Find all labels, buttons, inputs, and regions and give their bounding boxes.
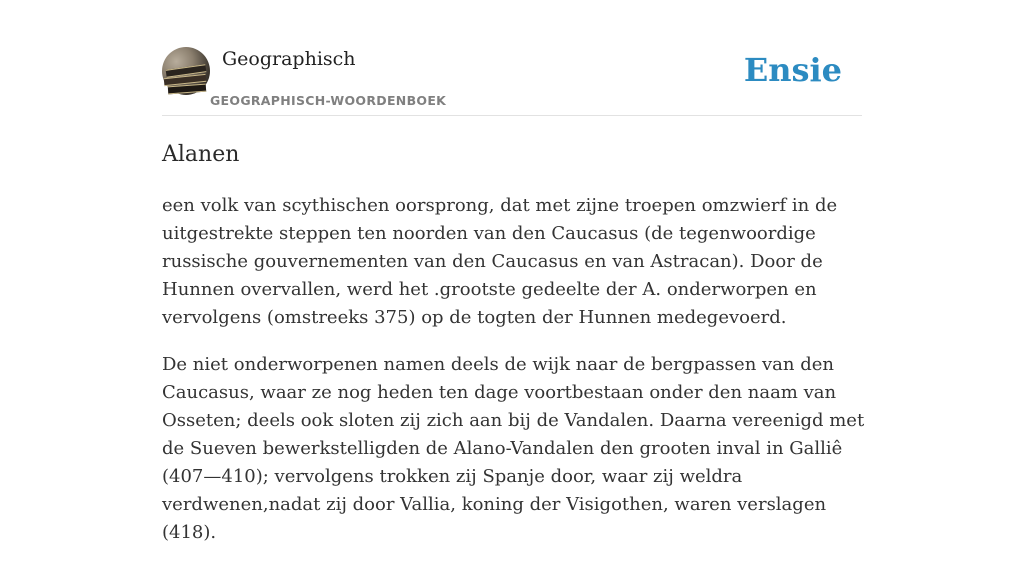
entry-paragraph: een volk van scythischen oorsprong, dat met zijne troepen omzwierf in de uitgestrekte steppen ten noorden van den Caucasus (de tegenwoordige russische gouvernementen van den Caucasus en van Astracan). Door de Hunnen overvallen, werd het .grootste gedeelte der A. onderworpen en vervolgens (omstreeks 375) op de togten der Hunnen medegevoerd.	[162, 195, 838, 328]
source-title[interactable]: Geographisch	[222, 48, 356, 70]
brand-logo[interactable]: Ensie	[743, 51, 842, 89]
source-avatar[interactable]	[162, 47, 210, 95]
book-spine	[168, 84, 206, 95]
entry-body	[162, 192, 867, 566]
source-subtitle[interactable]: GEOGRAPHISCH-WOORDENBOEK	[210, 93, 447, 108]
entry-title: Alanen	[162, 142, 240, 167]
entry-paragraph: De niet onderworpenen namen deels de wijk naar de bergpassen van den Caucasus, waar ze nog heden ten dage voortbestaan onder den naam van Osseten; deels ook sloten zij zich aan bij de Vandalen. Daarna vereenigd met de Sueven bewerkstelligden de Alano-Vandalen den grooten inval in Galliê (407—410); vervolgens trokken zij Spanje door, waar zij weldra verdwenen,nadat zij door Vallia, koning der Visigothen, waren verslagen (418).	[162, 354, 865, 543]
source-header	[162, 46, 862, 116]
